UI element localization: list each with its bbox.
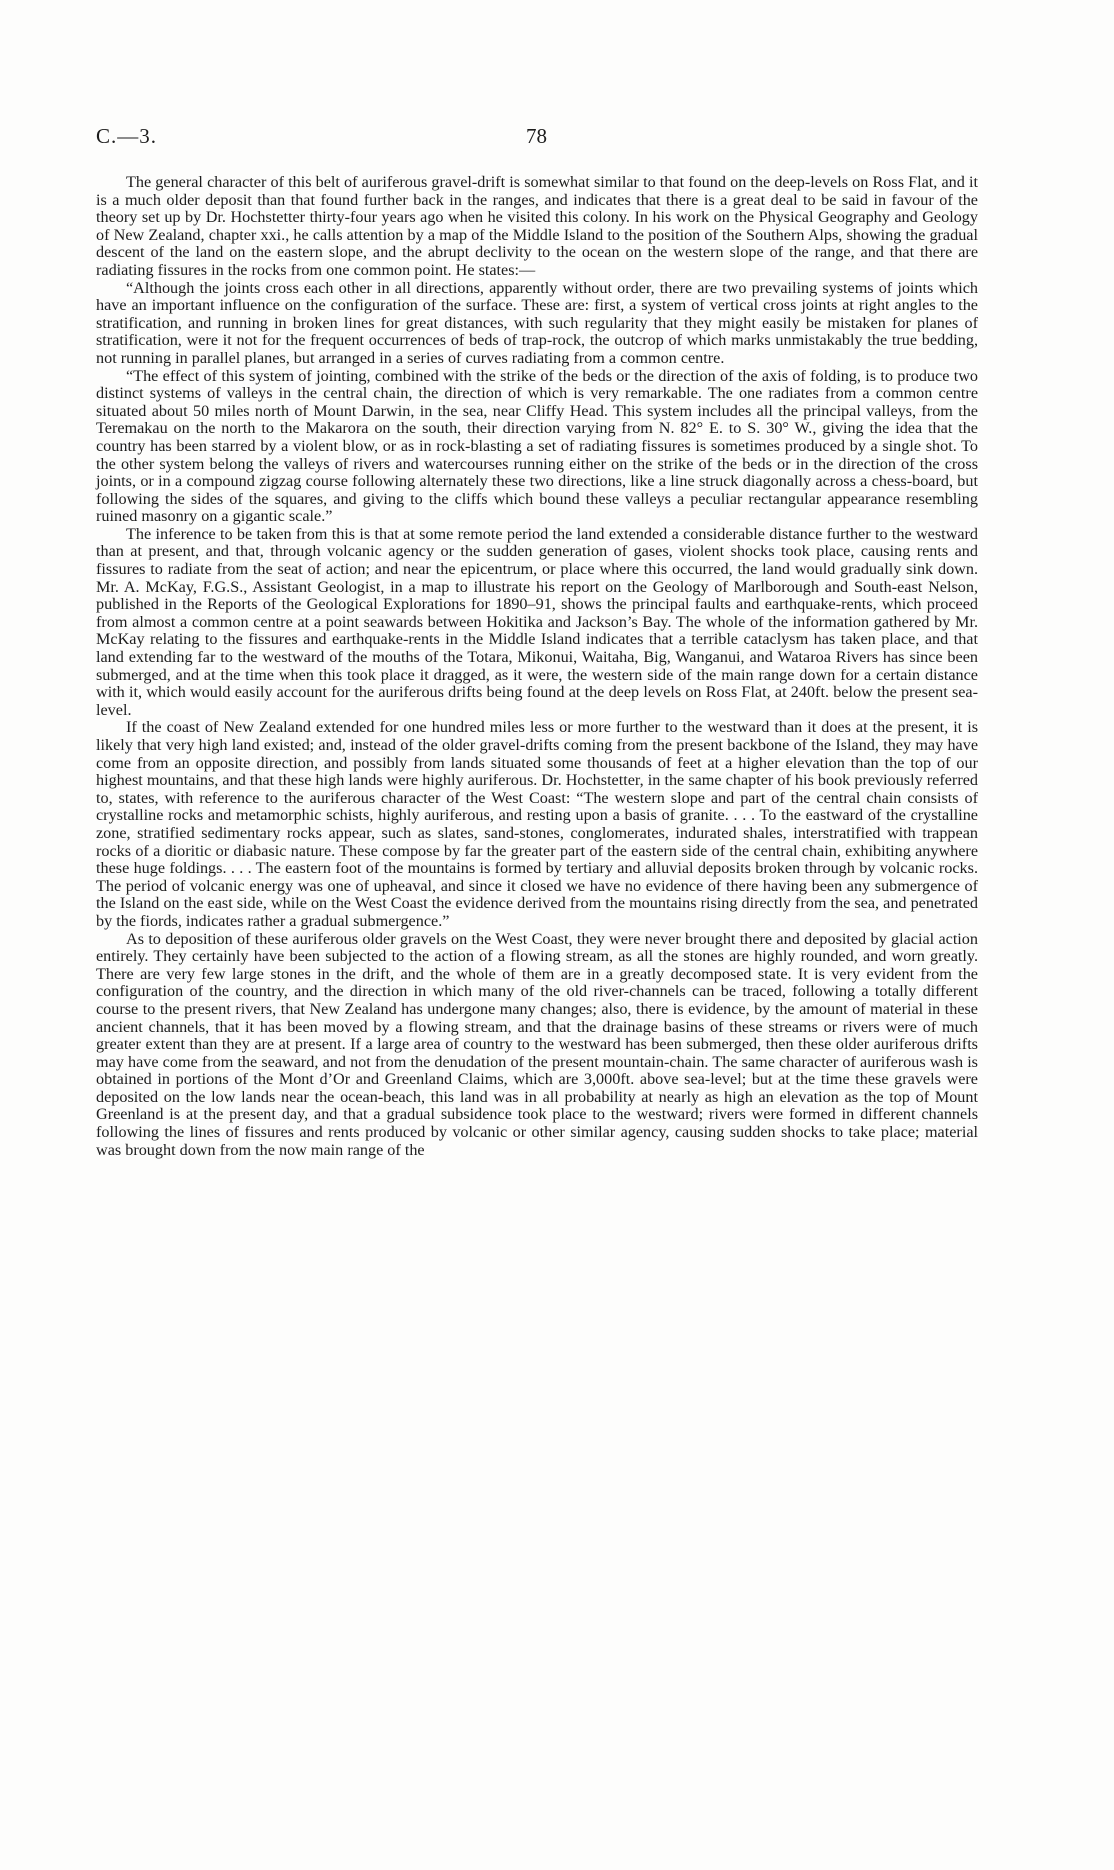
page-number: 78 xyxy=(526,124,547,148)
paragraph: The general character of this belt of auriferous gravel-drift is somewhat similar to that found on the deep-levels on Ross Flat, and it is a much older deposit than that found further back in the ranges, and indicates that there is a great deal to be said in favour of the theory set up by Dr. Hochstetter thirty-four years ago when he visited this colony. In his work on the Physical Geography and Geology of New Zealand, chapter xxi., he calls attention by a map of the Middle Island to the position of the Southern Alps, showing the gradual descent of the land on the eastern slope, and the abrupt declivity to the ocean on the western slope of the range, and that there are radiating fissures in the rocks from one common point. He states:— xyxy=(96,173,978,279)
paragraph: If the coast of New Zealand extended for one hundred miles less or more further to the westward than it does at the present, it is likely that very high land existed; and, instead of the older gravel-drifts coming from the present backbone of the Island, they may have come from an opposite direction, and possibly from lands situated some thousands of feet at a higher elevation than the top of our highest mountains, and that these high lands were highly auriferous. Dr. Hochstetter, in the same chapter of his book previously referred to, states, with reference to the auriferous character of the West Coast: “The western slope and part of the central chain consists of crystalline rocks and metamorphic schists, highly auriferous, and resting upon a basis of granite. . . . To the eastward of the crystalline zone, stratified sedimentary rocks appear, such as slates, sand-stones, conglomerates, indurated shales, interstratified with trappean rocks of a dioritic or diabasic nature. These compose by far the greater part of the eastern side of the central chain, exhibiting anywhere these huge foldings. . . . The eastern foot of the mountains is formed by tertiary and alluvial deposits broken through by volcanic rocks. The period of volcanic energy was one of upheaval, and since it closed we have no evidence of there having been any submergence of the Island on the east side, while on the West Coast the evidence derived from the mountains rising directly from the sea, and penetrated by the fiords, indicates rather a gradual submergence.” xyxy=(96,718,978,930)
page-header xyxy=(96,124,976,152)
quotation-paragraph: “The effect of this system of jointing, combined with the strike of the beds or the direction of the axis of folding, is to produce two distinct systems of valleys in the central chain, the direction of which is very remarkable. The one radiates from a common centre situated about 50 miles north of Mount Darwin, in the sea, near Cliffy Head. This system includes all the principal valleys, from the Teremakau on the north to the Makarora on the south, their direction varying from N. 82° E. to S. 30° W., giving the idea that the country has been starred by a violent blow, or as in rock-blasting a set of radiating fissures is sometimes produced by a single shot. To the other system belong the valleys of rivers and watercourses running either on the strike of the beds or in the direction of the cross joints, or in a compound zigzag course following alternately these two directions, like a line struck diagonally across a chess-board, but following the sides of the squares, and giving to the cliffs which bound these valleys a peculiar rectangular appearance resembling ruined masonry on a gigantic scale.” xyxy=(96,366,978,526)
paragraph: As to deposition of these auriferous older gravels on the West Coast, they were never brought there and deposited by glacial action entirely. They certainly have been subjected to the action of a flowing stream, as all the stones are highly rounded, and worn greatly. There are very few large stones in the drift, and the whole of them are in a greatly decomposed state. It is very evident from the configuration of the country, and the direction in which many of the old river-channels can be traced, following a totally different course to the present rivers, that New Zealand has undergone many changes; also, there is evidence, by the amount of material in these ancient channels, that it has been moved by a flowing stream, and that the drainage basins of these streams or rivers were of much greater extent than they are at present. If a large area of country to the westward has been submerged, then these older auriferous drifts may have come from the seaward, and not from the denudation of the present mountain-chain. The same character of auriferous wash is obtained in portions of the Mont d’Or and Greenland Claims, which are 3,000ft. above sea-level; but at the time these gravels were deposited on the low lands near the ocean-beach, this land was in all probability at nearly as high an elevation as the top of Mount Greenland is at the present day, and that a gradual subsidence took place to the westward; rivers were formed in different channels following the lines of fissures and rents produced by volcanic or other similar agency, causing sudden shocks to take place; material was brought down from the now main range of the xyxy=(96,929,978,1159)
body-text xyxy=(96,174,978,1159)
document-code: C.—3. xyxy=(96,124,158,148)
paragraph: The inference to be taken from this is that at some remote period the land extended a considerable distance further to the westward than at present, and that, through volcanic agency or the sudden generation of gases, violent shocks took place, causing rents and fissures to radiate from the seat of action; and near the epicentrum, or place where this occurred, the land would gradually sink down. Mr. A. McKay, F.G.S., Assistant Geologist, in a map to illustrate his report on the Geology of Marlborough and South-east Nelson, published in the Reports of the Geological Explorations for 1890–91, shows the principal faults and earthquake-rents, which proceed from almost a common centre at a point seawards between Hokitika and Jackson’s Bay. The whole of the information gathered by Mr. McKay relating to the fissures and earthquake-rents in the Middle Island indicates that a terrible cataclysm has taken place, and that land extending far to the westward of the mouths of the Totara, Mikonui, Waitaha, Big, Wanganui, and Wataroa Rivers has since been submerged, and at the time when this took place it dragged, as it were, the western side of the main range down for a certain distance with it, which would easily account for the auriferous drifts being found at the deep levels on Ross Flat, at 240ft. below the present sea-level. xyxy=(96,524,978,719)
quotation-paragraph: “Although the joints cross each other in all directions, apparently without order, there are two prevailing systems of joints which have an important influence on the configuration of the surface. These are: first, a system of vertical cross joints at right angles to the stratification, and running in broken lines for great distances, with such regularity that they might easily be mistaken for planes of stratification, were it not for the frequent occurrences of beds of trap-rock, the outcrop of which marks unmistakably the true bedding, not running in parallel planes, but arranged in a series of curves radiating from a common centre. xyxy=(96,278,978,367)
